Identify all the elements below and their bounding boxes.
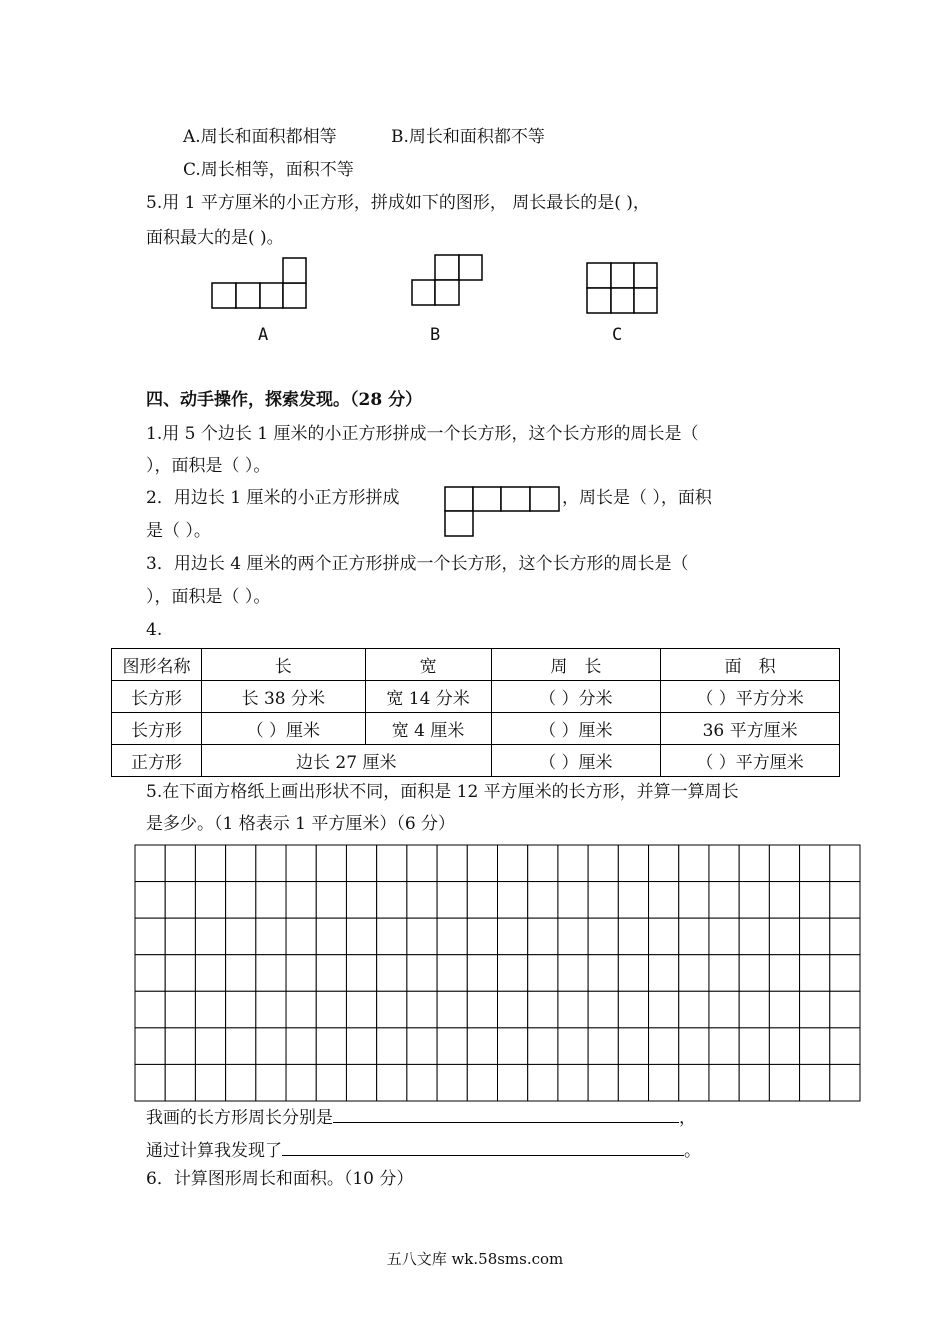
grid-cell[interactable] (195, 991, 225, 1028)
table-row (112, 713, 840, 745)
table-cell: 长方形 (112, 681, 202, 713)
p5-line1: 5.在下面方格纸上画出形状不同，面积是 12 平方厘米的长方形，并算一算周长 (146, 782, 739, 802)
table-header: 长 (201, 649, 365, 681)
grid-cell[interactable] (195, 1028, 225, 1065)
grid-cell[interactable] (377, 1064, 407, 1101)
grid-cell[interactable] (346, 1028, 376, 1065)
section-title: 四、动手操作，探索发现。（28 分） (146, 390, 423, 410)
grid-cell[interactable] (316, 882, 346, 919)
grid-cell[interactable] (709, 918, 739, 955)
grid-cell[interactable] (528, 991, 558, 1028)
grid-cell[interactable] (769, 845, 799, 882)
grid-cell[interactable] (769, 918, 799, 955)
table-header: 图形名称 (112, 649, 202, 681)
grid-cell[interactable] (498, 1028, 528, 1065)
figure-b (411, 254, 484, 308)
shape-table (111, 648, 840, 777)
grid-cell[interactable] (800, 991, 830, 1028)
answer2-blank[interactable] (282, 1137, 684, 1156)
grid-cell[interactable] (830, 918, 860, 955)
grid-cell[interactable] (800, 955, 830, 992)
grid-cell[interactable] (195, 882, 225, 919)
grid-cell[interactable] (649, 845, 679, 882)
option-a: A.周长和面积都相等 (183, 127, 337, 147)
figure-c-label: C (612, 325, 623, 345)
table-cell: （ ）厘米 (201, 713, 365, 745)
grid-cell[interactable] (165, 1064, 195, 1101)
table-cell: 边长 27 厘米 (201, 745, 491, 777)
grid-cell[interactable] (407, 1064, 437, 1101)
grid-cell[interactable] (588, 882, 618, 919)
grid-cell[interactable] (649, 1064, 679, 1101)
table-cell: （ ）平方厘米 (661, 745, 840, 777)
grid-cell[interactable] (195, 918, 225, 955)
table-header: 宽 (365, 649, 491, 681)
grid-cell[interactable] (437, 882, 467, 919)
table-cell: （ ）厘米 (491, 745, 661, 777)
grid-cell[interactable] (467, 845, 497, 882)
grid-cell[interactable] (256, 955, 286, 992)
grid-cell[interactable] (286, 1064, 316, 1101)
table-row (112, 681, 840, 713)
grid-cell[interactable] (558, 991, 588, 1028)
grid-cell[interactable] (558, 1064, 588, 1101)
table-cell: 36 平方厘米 (661, 713, 840, 745)
grid-cell[interactable] (437, 991, 467, 1028)
grid-cell[interactable] (769, 1028, 799, 1065)
p2-line2: 是（ ）。 (146, 521, 211, 541)
grid-cell[interactable] (618, 991, 648, 1028)
grid-cell[interactable] (256, 918, 286, 955)
grid-cell[interactable] (467, 882, 497, 919)
grid-cell[interactable] (467, 955, 497, 992)
grid-cell[interactable] (437, 1064, 467, 1101)
grid-cell[interactable] (286, 1028, 316, 1065)
grid-cell[interactable] (649, 882, 679, 919)
grid-cell[interactable] (165, 1028, 195, 1065)
grid-cell[interactable] (377, 991, 407, 1028)
grid-cell[interactable] (498, 1064, 528, 1101)
grid-cell[interactable] (588, 955, 618, 992)
grid-cell[interactable] (467, 918, 497, 955)
grid-cell[interactable] (830, 955, 860, 992)
p3-line1: 3．用边长 4 厘米的两个正方形拼成一个长方形，这个长方形的周长是（ (146, 554, 689, 574)
grid-cell[interactable] (769, 882, 799, 919)
grid-cell[interactable] (407, 991, 437, 1028)
grid-cell[interactable] (800, 882, 830, 919)
grid-cell[interactable] (739, 991, 769, 1028)
p5-line2: 是多少。（1 格表示 1 平方厘米）（6 分） (146, 814, 456, 834)
q5-line1: 5.用 1 平方厘米的小正方形，拼成如下的图形， 周长最长的是( )， (146, 193, 650, 213)
grid-cell[interactable] (286, 918, 316, 955)
grid-cell[interactable] (800, 845, 830, 882)
grid-cell[interactable] (467, 1028, 497, 1065)
grid-cell[interactable] (226, 845, 256, 882)
table-header-row (112, 649, 840, 681)
grid-cell[interactable] (316, 918, 346, 955)
grid-cell[interactable] (407, 1028, 437, 1065)
grid-cell[interactable] (679, 991, 709, 1028)
p4-label: 4. (146, 620, 163, 640)
grid-cell[interactable] (165, 991, 195, 1028)
grid-cell[interactable] (286, 955, 316, 992)
grid-cell[interactable] (588, 1028, 618, 1065)
grid-cell[interactable] (316, 991, 346, 1028)
grid-cell[interactable] (709, 991, 739, 1028)
p6-title: 6．计算图形周长和面积。（10 分） (146, 1169, 414, 1189)
grid-cell[interactable] (286, 845, 316, 882)
grid-cell[interactable] (528, 918, 558, 955)
grid-cell[interactable] (135, 955, 165, 992)
grid-cell[interactable] (800, 918, 830, 955)
answer1-end: ， (679, 1108, 696, 1128)
grid-cell[interactable] (226, 1028, 256, 1065)
grid-cell[interactable] (377, 1028, 407, 1065)
grid-cell[interactable] (135, 991, 165, 1028)
grid-cell[interactable] (679, 918, 709, 955)
grid-cell[interactable] (135, 882, 165, 919)
answer2-end: 。 (684, 1141, 701, 1161)
grid-cell[interactable] (769, 1064, 799, 1101)
grid-cell[interactable] (558, 918, 588, 955)
grid-cell[interactable] (226, 1064, 256, 1101)
grid-cell[interactable] (649, 918, 679, 955)
grid-cell[interactable] (437, 1028, 467, 1065)
p1-line2: ），面积是（ ）。 (146, 456, 271, 476)
grid-cell[interactable] (618, 882, 648, 919)
grid-cell[interactable] (558, 882, 588, 919)
table-header: 面 积 (661, 649, 840, 681)
table-cell: （ ）平方分米 (661, 681, 840, 713)
grid-cell[interactable] (769, 991, 799, 1028)
grid-cell[interactable] (709, 882, 739, 919)
grid-cell[interactable] (709, 845, 739, 882)
grid-cell[interactable] (407, 918, 437, 955)
grid-cell[interactable] (558, 845, 588, 882)
table-cell: （ ）分米 (491, 681, 661, 713)
q5-line2: 面积最大的是( )。 (146, 228, 284, 248)
grid-cell[interactable] (709, 1064, 739, 1101)
table-cell: （ ）厘米 (491, 713, 661, 745)
grid-cell[interactable] (437, 955, 467, 992)
grid-cell[interactable] (286, 991, 316, 1028)
grid-cell[interactable] (649, 1028, 679, 1065)
grid-cell[interactable] (256, 1028, 286, 1065)
p2-right: ，周长是（ ），面积 (562, 488, 712, 508)
footer-watermark: 五八文库 wk.58sms.com (386, 1250, 564, 1268)
grid-cell[interactable] (830, 991, 860, 1028)
figure-l-shape (444, 486, 562, 538)
grid-cell[interactable] (618, 955, 648, 992)
grid-cell[interactable] (679, 955, 709, 992)
grid-cell[interactable] (528, 845, 558, 882)
grid-cell[interactable] (256, 991, 286, 1028)
grid-cell[interactable] (739, 955, 769, 992)
grid-cell[interactable] (316, 845, 346, 882)
grid-cell[interactable] (498, 955, 528, 992)
grid-cell[interactable] (498, 991, 528, 1028)
grid-cell[interactable] (618, 918, 648, 955)
grid-cell[interactable] (830, 1028, 860, 1065)
grid-cell[interactable] (165, 918, 195, 955)
table-cell: 长方形 (112, 713, 202, 745)
grid-cell[interactable] (769, 955, 799, 992)
grid-cell[interactable] (316, 1028, 346, 1065)
grid-cell[interactable] (407, 955, 437, 992)
grid-cell[interactable] (346, 882, 376, 919)
table-header: 周 长 (491, 649, 661, 681)
figure-a-label: A (258, 325, 269, 345)
grid-cell[interactable] (679, 882, 709, 919)
grid-cell[interactable] (679, 845, 709, 882)
grid-cell[interactable] (377, 918, 407, 955)
option-c: C.周长相等，面积不等 (183, 160, 354, 180)
grid-cell[interactable] (830, 845, 860, 882)
grid-cell[interactable] (165, 845, 195, 882)
grid-cell[interactable] (739, 1028, 769, 1065)
grid-cell[interactable] (407, 882, 437, 919)
grid-cell[interactable] (377, 955, 407, 992)
grid-cell[interactable] (498, 882, 528, 919)
answer2-label: 通过计算我发现了 (146, 1141, 282, 1161)
grid-cell[interactable] (528, 955, 558, 992)
grid-cell[interactable] (739, 882, 769, 919)
grid-cell[interactable] (588, 1064, 618, 1101)
grid-cell[interactable] (135, 1064, 165, 1101)
grid-cell[interactable] (467, 1064, 497, 1101)
grid-cell[interactable] (226, 882, 256, 919)
grid-cell[interactable] (226, 991, 256, 1028)
answer1-label: 我画的长方形周长分别是 (146, 1108, 333, 1128)
figure-b-label: B (430, 325, 441, 345)
grid-cell[interactable] (377, 845, 407, 882)
grid-cell[interactable] (437, 918, 467, 955)
grid-cell[interactable] (618, 1064, 648, 1101)
grid-cell[interactable] (588, 918, 618, 955)
grid-cell[interactable] (195, 845, 225, 882)
grid-cell[interactable] (165, 882, 195, 919)
grid-cell[interactable] (135, 918, 165, 955)
grid-cell[interactable] (800, 1028, 830, 1065)
answer2-line (146, 1137, 701, 1162)
grid-cell[interactable] (618, 845, 648, 882)
grid-cell[interactable] (618, 1028, 648, 1065)
grid-cell[interactable] (467, 991, 497, 1028)
table-cell: 长 38 分米 (201, 681, 365, 713)
grid-cell[interactable] (377, 882, 407, 919)
option-b: B.周长和面积都不等 (391, 127, 545, 147)
grid-cell[interactable] (528, 882, 558, 919)
grid-cell[interactable] (346, 845, 376, 882)
answer1-blank[interactable] (333, 1104, 679, 1123)
grid-cell[interactable] (528, 1028, 558, 1065)
grid-cell[interactable] (256, 1064, 286, 1101)
grid-cell[interactable] (679, 1028, 709, 1065)
grid-cell[interactable] (226, 955, 256, 992)
figure-c (586, 262, 659, 316)
grid-cell[interactable] (135, 845, 165, 882)
table-cell: 正方形 (112, 745, 202, 777)
table-cell: 宽 4 厘米 (365, 713, 491, 745)
grid-cell[interactable] (346, 918, 376, 955)
grid-cell[interactable] (346, 955, 376, 992)
p3-line2: ），面积是（ ）。 (146, 587, 271, 607)
p1-line1: 1.用 5 个边长 1 厘米的小正方形拼成一个长方形，这个长方形的周长是（ (146, 424, 699, 444)
table-row (112, 745, 840, 777)
grid-cell[interactable] (195, 955, 225, 992)
table-cell: 宽 14 分米 (365, 681, 491, 713)
grid-cell[interactable] (830, 882, 860, 919)
grid-cell[interactable] (226, 918, 256, 955)
grid-cell[interactable] (195, 1064, 225, 1101)
grid-cell[interactable] (679, 1064, 709, 1101)
grid-cell[interactable] (498, 918, 528, 955)
grid-cell[interactable] (800, 1064, 830, 1101)
grid-cell[interactable] (407, 845, 437, 882)
grid-cell[interactable] (649, 955, 679, 992)
grid-cell[interactable] (709, 955, 739, 992)
grid-cell[interactable] (739, 1064, 769, 1101)
grid-cell[interactable] (649, 991, 679, 1028)
grid-cell[interactable] (739, 918, 769, 955)
grid-cell[interactable] (437, 845, 467, 882)
grid-cell[interactable] (165, 955, 195, 992)
grid-cell[interactable] (316, 955, 346, 992)
grid-cell[interactable] (498, 845, 528, 882)
grid-cell[interactable] (588, 991, 618, 1028)
grid-cell[interactable] (346, 991, 376, 1028)
grid-cell[interactable] (588, 845, 618, 882)
grid-cell[interactable] (256, 845, 286, 882)
figure-a (211, 257, 307, 311)
grid-cell[interactable] (316, 1064, 346, 1101)
grid-cell[interactable] (739, 845, 769, 882)
grid-cell[interactable] (558, 955, 588, 992)
answer1-line (146, 1104, 696, 1129)
p2-left: 2．用边长 1 厘米的小正方形拼成 (146, 488, 400, 508)
grid-cell[interactable] (830, 1064, 860, 1101)
grid-cell[interactable] (346, 1064, 376, 1101)
grid-cell[interactable] (709, 1028, 739, 1065)
grid-cell[interactable] (558, 1028, 588, 1065)
grid-paper[interactable] (134, 844, 861, 1102)
grid-cell[interactable] (135, 1028, 165, 1065)
grid-cell[interactable] (528, 1064, 558, 1101)
grid-cell[interactable] (256, 882, 286, 919)
grid-cell[interactable] (286, 882, 316, 919)
